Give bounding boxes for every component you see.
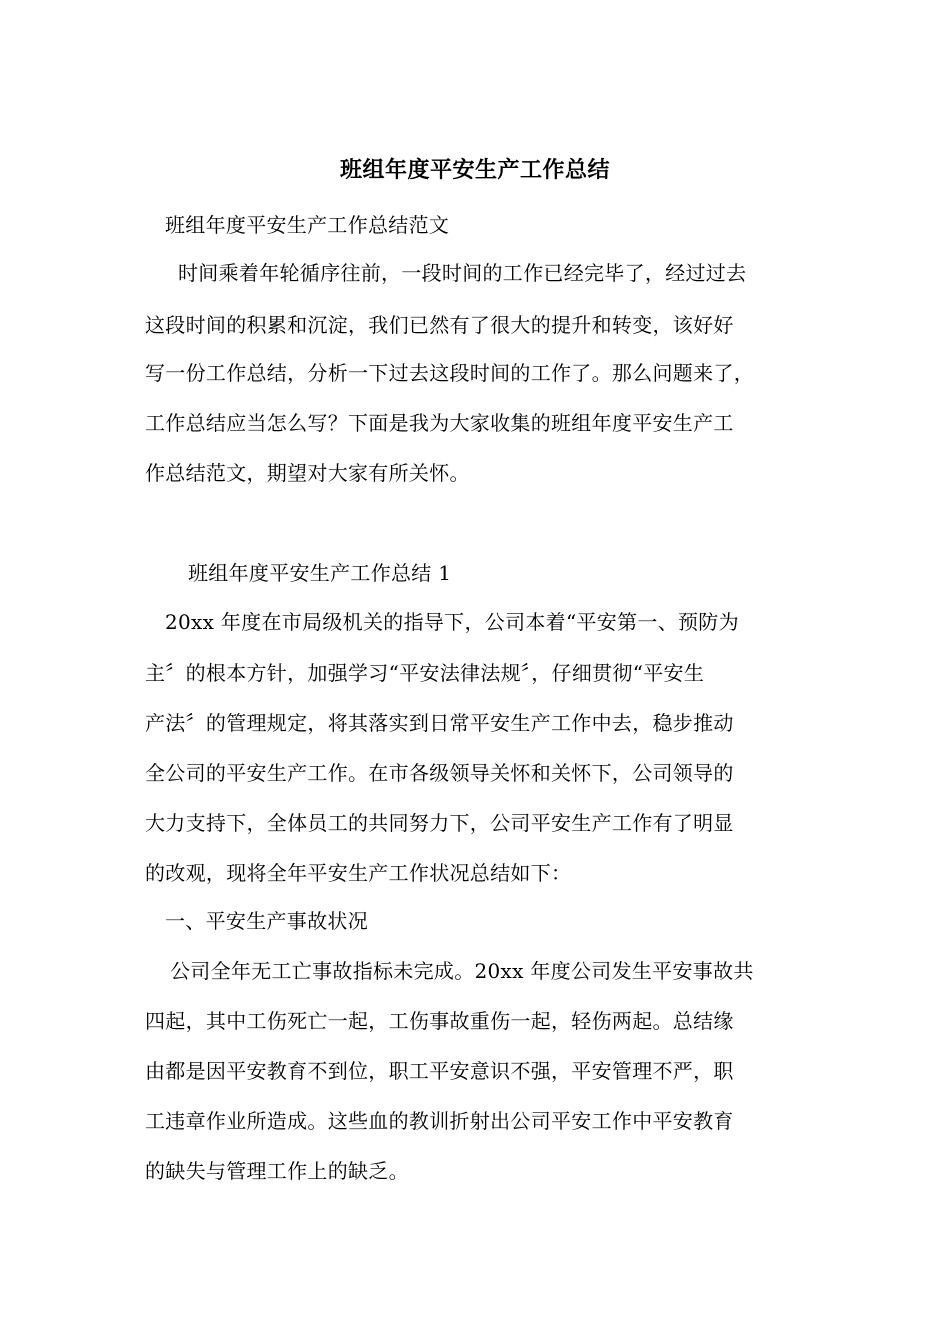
paragraph-line: 主〞的根本方针，加强学习“平安法律法规〞，仔细贯彻“平安生 (145, 661, 705, 685)
paragraph-line: 的改观，现将全年平安生产工作状况总结如下： (145, 861, 572, 885)
subheading: 一、平安生产事故状况 (165, 909, 368, 933)
intro-line: 这段时间的积累和沉淀，我们已然有了很大的提升和转变，该好好 (145, 313, 734, 337)
paragraph-line: 大力支持下，全体员工的共同努力下，公司平安生产工作有了明显 (145, 811, 734, 835)
section-heading: 班组年度平安生产工作总结 1 (188, 561, 452, 585)
document-subtitle: 班组年度平安生产工作总结范文 (165, 213, 450, 237)
intro-line: 作总结范文，期望对大家有所关怀。 (145, 461, 470, 485)
paragraph-line: 四起，其中工伤死亡一起，工伤事故重伤一起，轻伤两起。总结缘 (145, 1009, 734, 1033)
intro-line: 时间乘着年轮循序往前，一段时间的工作已经完毕了，经过过去 (178, 261, 747, 285)
paragraph-line: 全公司的平安生产工作。在市各级领导关怀和关怀下，公司领导的 (145, 761, 734, 785)
document-title: 班组年度平安生产工作总结 (339, 157, 610, 183)
intro-line: 写一份工作总结，分析一下过去这段时间的工作了。那么问题来了， (145, 361, 754, 385)
intro-line: 工作总结应当怎么写？下面是我为大家收集的班组年度平安生产工 (145, 411, 734, 435)
paragraph-line: 工违章作业所造成。这些血的教训折射出公司平安工作中平安教育 (145, 1109, 734, 1133)
paragraph-line: 由都是因平安教育不到位，职工平安意识不强，平安管理不严，职 (145, 1059, 734, 1083)
paragraph-line: 产法〞的管理规定，将其落实到日常平安生产工作中去，稳步推动 (145, 711, 734, 735)
paragraph-line: 公司全年无工亡事故指标未完成。20xx 年度公司发生平安事故共 (170, 959, 754, 983)
paragraph-line: 20xx 年度在市局级机关的指导下，公司本着“平安第一、预防为 (165, 610, 739, 634)
paragraph-line: 的缺失与管理工作上的缺乏。 (145, 1159, 409, 1183)
